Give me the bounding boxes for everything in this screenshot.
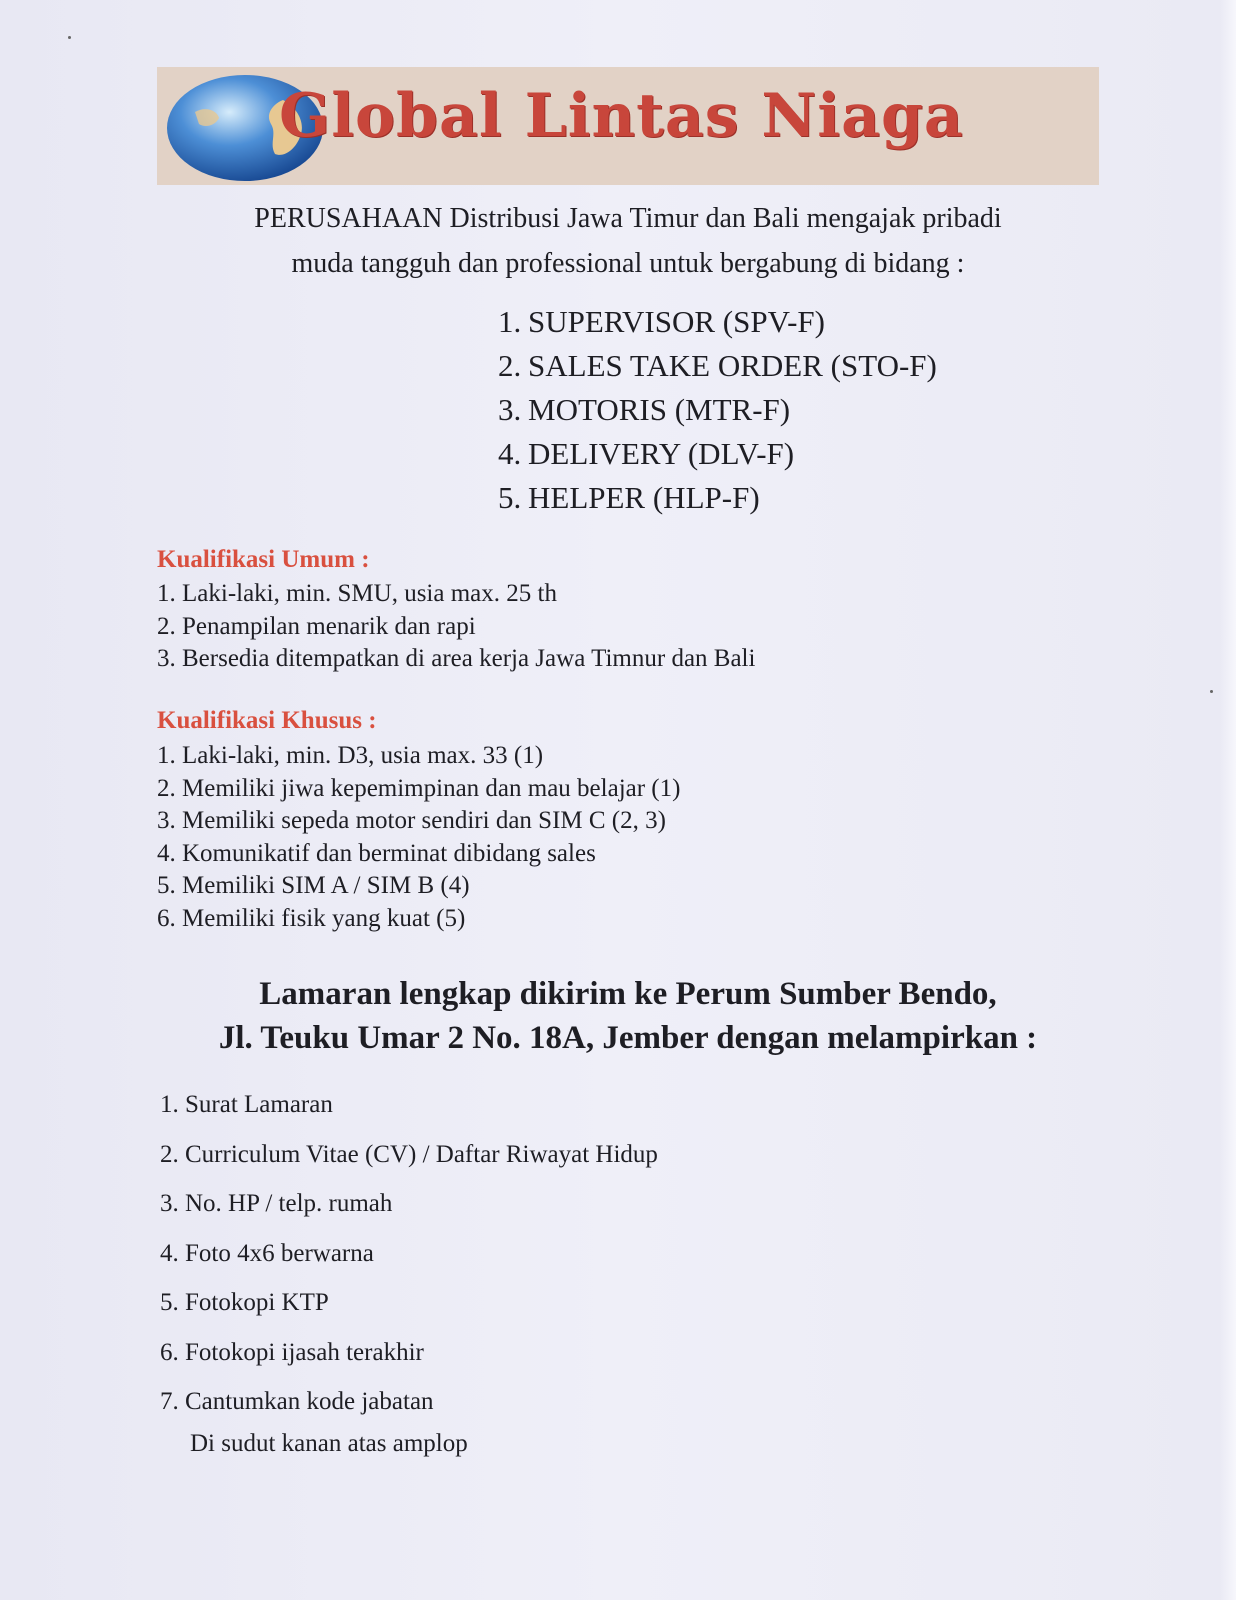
positions-list bbox=[498, 300, 937, 520]
list-item: 3. Memiliki sepeda motor sendiri dan SIM C (2, 3) bbox=[157, 807, 666, 834]
position-item bbox=[498, 388, 937, 432]
application-address bbox=[157, 972, 1099, 1060]
paper-edge bbox=[1220, 0, 1236, 1600]
position-label: SUPERVISOR (SPV-F) bbox=[528, 304, 825, 339]
position-label: SALES TAKE ORDER (STO-F) bbox=[528, 348, 937, 383]
list-item: 4. Komunikatif dan berminat dibidang sales bbox=[157, 839, 596, 867]
position-item bbox=[498, 476, 937, 520]
intro-paragraph bbox=[157, 196, 1099, 286]
list-item: 6. Fotokopi ijasah terakhir bbox=[160, 1338, 424, 1366]
general-qualifications-list bbox=[157, 578, 755, 676]
special-qualifications-heading: Kualifikasi Khusus : bbox=[157, 707, 377, 734]
list-item: 2. Curriculum Vitae (CV) / Daftar Riwayat Hidup bbox=[160, 1140, 658, 1168]
position-item bbox=[498, 432, 937, 476]
position-number: 1. bbox=[498, 304, 522, 339]
address-line: Lamaran lengkap dikirim ke Perum Sumber Bendo, bbox=[259, 976, 997, 1012]
logo-wordmark: Global Lintas Niaga bbox=[279, 81, 964, 151]
list-item: 1. Surat Lamaran bbox=[160, 1091, 333, 1118]
position-label: HELPER (HLP-F) bbox=[528, 480, 760, 515]
list-item: 2. Memiliki jiwa kepemimpinan dan mau belajar (1) bbox=[157, 774, 681, 802]
intro-line: PERUSAHAAN Distribusi Jawa Timur dan Bali mengajak pribadi bbox=[254, 203, 1002, 234]
position-label: DELIVERY (DLV-F) bbox=[528, 436, 795, 471]
list-item: 5. Fotokopi KTP bbox=[160, 1289, 329, 1316]
documents-list bbox=[160, 1080, 658, 1427]
logo-banner bbox=[157, 67, 1099, 185]
list-item: 1. Laki-laki, min. D3, usia max. 33 (1) bbox=[157, 742, 544, 769]
position-number: 4. bbox=[498, 436, 522, 471]
list-item: 5. Memiliki SIM A / SIM B (4) bbox=[157, 872, 470, 899]
list-item: 2. Penampilan menarik dan rapi bbox=[157, 612, 476, 640]
position-number: 2. bbox=[498, 348, 522, 383]
position-item bbox=[498, 344, 937, 388]
intro-line: muda tangguh dan professional untuk bergabung di bidang : bbox=[291, 248, 965, 279]
list-item: 3. Bersedia ditempatkan di area kerja Jawa Timnur dan Bali bbox=[157, 645, 756, 672]
scan-speck bbox=[68, 36, 71, 39]
scan-speck bbox=[1210, 690, 1213, 693]
position-item bbox=[498, 300, 937, 344]
documents-note: Di sudut kanan atas amplop bbox=[190, 1430, 468, 1457]
list-item: 3. No. HP / telp. rumah bbox=[160, 1190, 393, 1217]
position-number: 3. bbox=[498, 392, 522, 427]
general-qualifications-heading: Kualifikasi Umum : bbox=[157, 546, 370, 573]
list-item: 4. Foto 4x6 berwarna bbox=[160, 1239, 374, 1267]
list-item: 6. Memiliki fisik yang kuat (5) bbox=[157, 904, 466, 932]
position-label: MOTORIS (MTR-F) bbox=[528, 392, 791, 427]
address-line: Jl. Teuku Umar 2 No. 18A, Jember dengan melampirkan : bbox=[218, 1020, 1038, 1056]
list-item: 7. Cantumkan kode jabatan bbox=[160, 1388, 434, 1415]
special-qualifications-list bbox=[157, 740, 680, 935]
list-item: 1. Laki-laki, min. SMU, usia max. 25 th bbox=[157, 580, 557, 607]
position-number: 5. bbox=[498, 480, 522, 515]
